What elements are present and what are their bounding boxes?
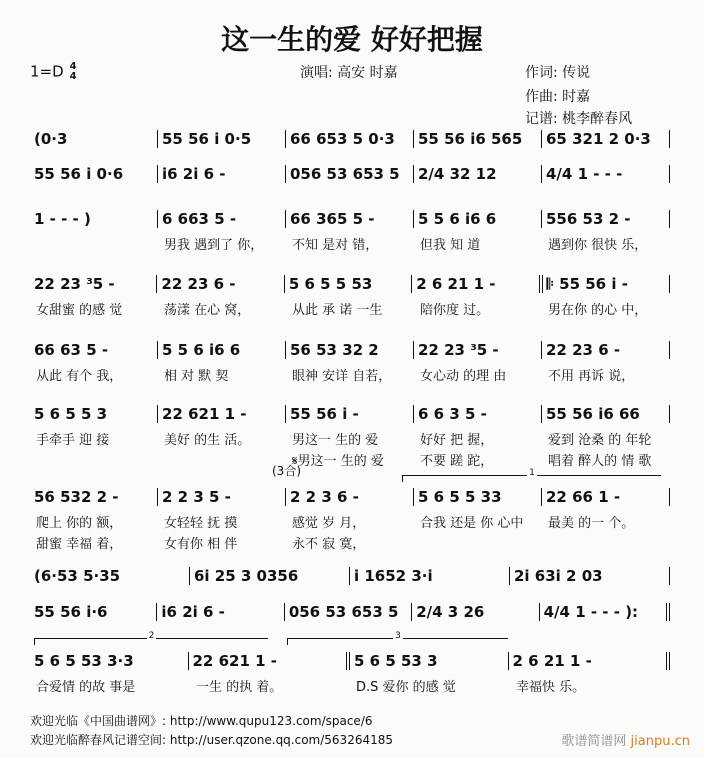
measure: 22 23 6 -: [542, 341, 670, 359]
lyric-segment: 不要 蹉 跎，: [420, 454, 494, 469]
lyrics-line: [30, 512, 670, 531]
lyric-segment: 一生 的执 着。: [196, 680, 283, 695]
measure: 6i 25 3 0356: [190, 567, 350, 585]
lyric-segment: 不知 是对 错，: [292, 238, 379, 253]
measure: 55 56 i -: [286, 405, 414, 423]
measure: i6 2i 6 -: [157, 603, 284, 621]
measure: i6 2i 6 -: [158, 165, 286, 183]
lyric-segment: 但我 知 道: [420, 238, 481, 253]
measure: 55 56 i·6: [30, 603, 157, 621]
lyric-segment: [158, 450, 286, 469]
volta-label: 1: [529, 468, 535, 478]
volta-label: 2: [148, 631, 155, 641]
notes-line: [30, 405, 670, 423]
measure: 2 6 21 1 -: [412, 275, 542, 293]
lyrics-line: [30, 429, 670, 448]
measure: 4/4 1 - - - ):: [540, 603, 670, 621]
lyric-segment: 永不 寂 寞，: [292, 537, 366, 552]
score-row: [30, 165, 670, 183]
measure: 22 23 ³5 -: [30, 275, 157, 293]
measure: 𝄆 55 56 i -: [543, 275, 670, 293]
score-row: [30, 210, 670, 253]
measure: 5 6 5 5 3: [30, 405, 158, 423]
measure: 1 - - - ): [30, 210, 158, 228]
lyric-segment: 合我 还是 你 心中: [420, 516, 524, 531]
score-row: [30, 567, 670, 585]
footer-line-1: 欢迎光临《中国曲谱网》: http://www.qupu123.com/space/6: [30, 714, 373, 728]
lyric-segment: 手牵手 迎 接: [36, 433, 110, 448]
lyric-segment: [30, 450, 158, 469]
watermark-cn: 歌谱简谱网: [561, 734, 627, 749]
measure: (6·53 5·35: [30, 567, 190, 585]
measure: 6 6 3 5 -: [414, 405, 542, 423]
score-row: [30, 130, 670, 148]
measure: 4/4 1 - - -: [542, 165, 670, 183]
volta-1: [402, 468, 661, 482]
measure: 5 5 6 i6 6: [158, 341, 286, 359]
lyric-segment: [414, 533, 542, 552]
measure: 056 53 653 5: [285, 603, 412, 621]
measure: 66 63 5 -: [30, 341, 158, 359]
notes-line: [30, 603, 670, 621]
score-row: [30, 341, 670, 384]
lyric-segment: 荡漾 在心 窝，: [164, 303, 251, 318]
lyrics-line: [30, 365, 670, 384]
measure: 56 53 32 2: [286, 341, 414, 359]
measure: 5 6 5 53 3: [350, 652, 509, 670]
lyrics-line: [30, 533, 670, 552]
lyric-segment: 𝄋男这一 生的 爱: [292, 454, 384, 469]
notes-line: [30, 275, 670, 293]
lyric-segment: 相 对 默 契: [164, 369, 229, 384]
lyric-segment: 女甜蜜 的感 觉: [36, 303, 123, 318]
lyric-segment: 女心动 的理 由: [420, 369, 507, 384]
measure: 56 532 2 -: [30, 488, 158, 506]
lyric-segment: 不用 再诉 说，: [548, 369, 635, 384]
lyric-segment: 从此 承 诺 一生: [292, 303, 383, 318]
measure: (0·3: [30, 130, 158, 148]
key: 1=D: [30, 62, 64, 81]
lyric-segment: [30, 234, 158, 253]
measure: 22 621 1 -: [158, 405, 286, 423]
measure: 66 365 5 -: [286, 210, 414, 228]
measure: 22 23 ³5 -: [414, 341, 542, 359]
volta-3: [287, 631, 508, 645]
lyric-segment: [542, 533, 670, 552]
measure: 6 663 5 -: [158, 210, 286, 228]
notes-line: [30, 341, 670, 359]
measure: 2i 63i 2 03: [510, 567, 670, 585]
lyrics-line: [30, 676, 670, 695]
key-signature: [30, 62, 77, 82]
measure: 5 6 5 5 53: [285, 275, 412, 293]
lyric-segment: 男在你 的心 中，: [548, 303, 648, 318]
time-signature: [70, 62, 77, 82]
lyric-segment: 爬上 你的 额，: [36, 516, 123, 531]
notes-line: [30, 567, 670, 585]
measure: 22 621 1 -: [189, 652, 351, 670]
measure: i 1652 3·i: [350, 567, 510, 585]
time-top: 4: [69, 61, 77, 72]
time-bottom: 4: [69, 71, 77, 82]
lyric-segment: 合爱情 的故 事是: [36, 680, 136, 695]
notes-line: [30, 488, 670, 506]
measure: 2 6 21 1 -: [509, 652, 671, 670]
measure: 55 56 i 0·6: [30, 165, 158, 183]
measure: 22 66 1 -: [542, 488, 670, 506]
volta-2: [34, 631, 268, 645]
song-title: 这一生的爱 好好把握: [221, 23, 483, 56]
lyric-segment: 眼神 安详 自若，: [292, 369, 392, 384]
measure: 55 56 i6 565: [414, 130, 542, 148]
singers: 演唱: 高安 时嘉: [300, 65, 398, 81]
measure: 55 56 i6 66: [542, 405, 670, 423]
lyric-segment: D.S 爱你 的感 觉: [356, 680, 456, 695]
lyric-segment: 甜蜜 幸福 着，: [36, 537, 123, 552]
lyric-segment: 男这一 生的 爱: [292, 433, 379, 448]
score-row: [30, 275, 670, 318]
measure: 22 23 6 -: [157, 275, 284, 293]
notes-line: [30, 210, 670, 228]
measure: 65 321 2 0·3: [542, 130, 670, 148]
lyric-segment: 美好 的生 活。: [164, 433, 251, 448]
watermark: [561, 730, 690, 749]
measure: 2/4 3 26: [412, 603, 539, 621]
lyric-segment: 男我 遇到了 你，: [164, 238, 264, 253]
lyric-segment: 好好 把 握，: [420, 433, 494, 448]
measure: 5 6 5 5 33: [414, 488, 542, 506]
measure: 55 56 i 0·5: [158, 130, 286, 148]
volta-label: 3: [395, 631, 401, 641]
lyric-segment: 女有你 相 伴: [164, 537, 238, 552]
notes-line: [30, 130, 670, 148]
score-row: [30, 603, 670, 621]
lyric-segment: 最美 的一 个。: [548, 516, 635, 531]
lyric-segment: 陪你度 过。: [420, 303, 490, 318]
score-row: [30, 405, 670, 469]
footer-line-2: 欢迎光临醉春风记谱空间: http://user.qzone.qq.com/563264185: [30, 733, 394, 747]
lyrics-line: [30, 450, 670, 469]
measure: 5 5 6 i6 6: [414, 210, 542, 228]
lyric-segment: 感觉 岁 月，: [292, 516, 366, 531]
composer: 作曲: 时嘉: [525, 89, 591, 105]
lyric-segment: 唱着 醉人的 情 歌: [548, 454, 652, 469]
measure: 66 653 5 0·3: [286, 130, 414, 148]
measure: 2/4 32 12: [414, 165, 542, 183]
lyric-segment: 遇到你 很快 乐，: [548, 238, 648, 253]
watermark-en: jianpu.cn: [630, 734, 690, 749]
lyrics-line: [30, 234, 670, 253]
lyrics-line: [30, 299, 670, 318]
lyric-segment: 女轻轻 抚 摸: [164, 516, 238, 531]
notes-line: [30, 652, 670, 670]
lyric-segment: 幸福快 乐。: [516, 680, 586, 695]
measure: 556 53 2 -: [542, 210, 670, 228]
measure: 5 6 5 53 3·3: [30, 652, 189, 670]
lyric-segment: 从此 有个 我，: [36, 369, 123, 384]
score-row: [30, 488, 670, 552]
notes-line: [30, 165, 670, 183]
measure: 2 2 3 6 -: [286, 488, 414, 506]
transcriber: 记谱: 桃李醉春风: [525, 111, 633, 127]
measure: 056 53 653 5: [286, 165, 414, 183]
lyric-segment: 爱到 沧桑 的 年轮: [548, 433, 652, 448]
measure: 2 2 3 5 -: [158, 488, 286, 506]
chorus-note: (3合): [272, 464, 301, 478]
lyricist: 作词: 传说: [525, 65, 591, 81]
score-row: [30, 652, 670, 695]
